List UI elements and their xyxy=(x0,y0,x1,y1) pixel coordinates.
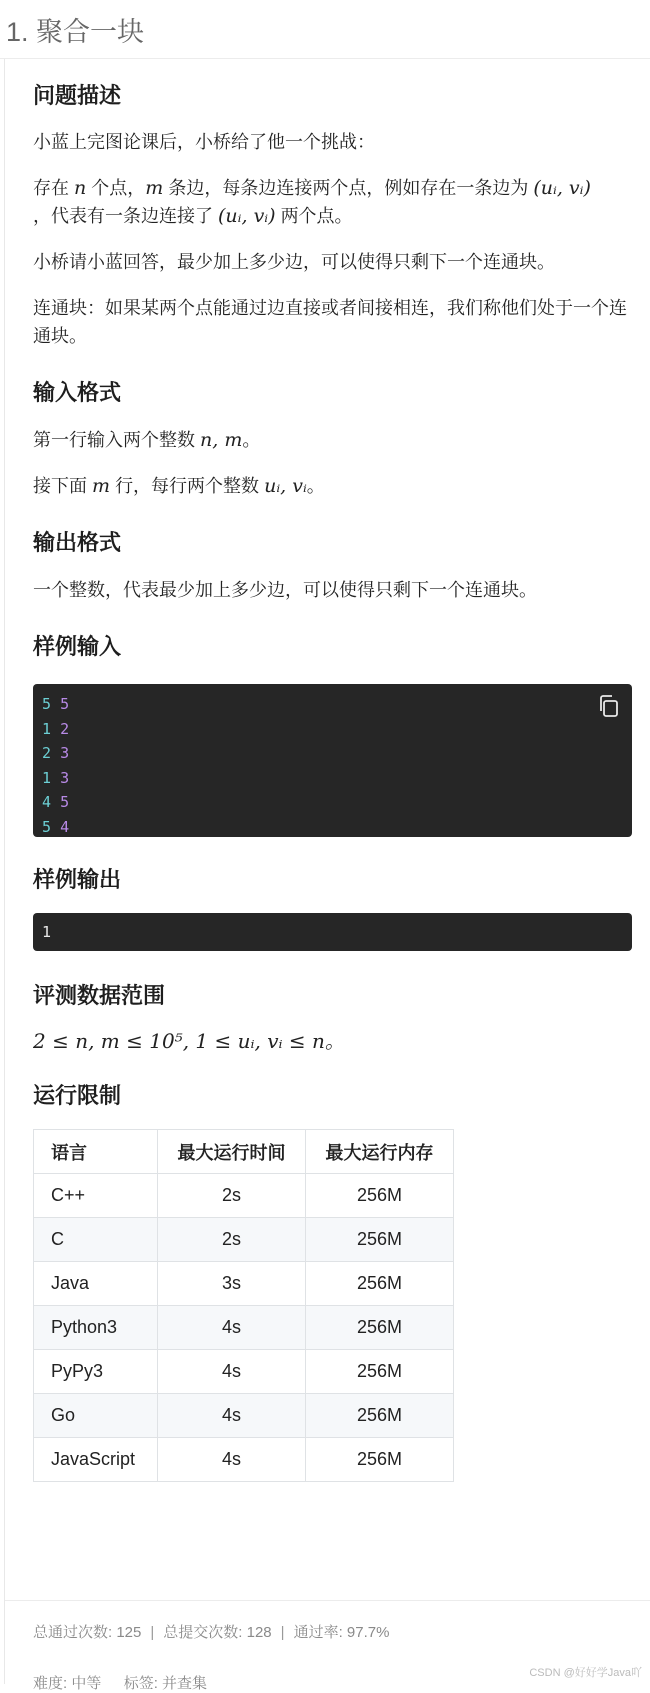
difficulty-label: 难度: 中等 xyxy=(33,1675,102,1692)
code-token: 2 xyxy=(42,744,52,762)
cell-language: C++ xyxy=(34,1174,158,1218)
output-text: 一个整数，代表最少加上多少边，可以使得只剩下一个连通块。 xyxy=(33,580,537,600)
cell-max-memory: 256M xyxy=(306,1218,454,1262)
cell-max-memory: 256M xyxy=(306,1394,454,1438)
cell-language: Java xyxy=(34,1262,158,1306)
code-token: 4 xyxy=(60,817,70,836)
range-heading: 评测数据范围 xyxy=(33,983,166,1008)
stats-separator: | xyxy=(280,1624,285,1641)
input-heading: 输入格式 xyxy=(33,380,122,405)
description-p2: 存在 n 个点，m 条边，每条边连接两个点，例如存在一条边为 (uᵢ, vᵢ) ，代表有一条边连接了 (uᵢ, vᵢ) 两个点。 xyxy=(33,177,591,227)
table-row xyxy=(34,1394,454,1438)
tags-label[interactable]: 标签: 并查集 xyxy=(123,1675,208,1692)
stats-separator: | xyxy=(150,1624,155,1641)
header-language: 语言 xyxy=(34,1130,158,1174)
sample-input-heading: 样例输入 xyxy=(33,634,122,659)
watermark: CSDN @好好学Java吖 xyxy=(529,1667,642,1679)
input-line-2: 接下面 m 行，每行两个整数 uᵢ, vᵢ。 xyxy=(33,475,325,497)
cell-max-memory: 256M xyxy=(306,1350,454,1394)
passed-count: 总通过次数: 125 xyxy=(33,1624,142,1641)
problem-content xyxy=(5,59,650,1482)
edge-notation: (uᵢ, vᵢ) xyxy=(533,177,591,199)
cell-language: Python3 xyxy=(34,1306,158,1350)
range-text: 2 ≤ n, m ≤ 10⁵, 1 ≤ uᵢ, vᵢ ≤ n。 xyxy=(33,1029,345,1053)
problem-card xyxy=(4,59,650,1692)
code-token: 1 xyxy=(42,719,52,738)
cell-max-time: 4s xyxy=(158,1306,306,1350)
var-n: n xyxy=(74,177,87,199)
var-m: m xyxy=(145,177,164,199)
cell-language: C xyxy=(34,1218,158,1262)
table-row xyxy=(34,1174,454,1218)
cell-max-memory: 256M xyxy=(306,1174,454,1218)
code-token: 1 xyxy=(42,768,52,787)
copy-icon[interactable] xyxy=(598,694,620,718)
table-row xyxy=(34,1218,454,1262)
edge-notation-2: (uᵢ, vᵢ) xyxy=(218,205,276,227)
cell-language: JavaScript xyxy=(34,1438,158,1482)
cell-max-memory: 256M xyxy=(306,1306,454,1350)
limits-table xyxy=(33,1129,454,1482)
submission-stats xyxy=(33,1621,389,1642)
output-heading: 输出格式 xyxy=(33,530,122,555)
sample-output-heading: 样例输出 xyxy=(33,867,122,892)
input-line-1: 第一行输入两个整数 n, m。 xyxy=(33,429,261,451)
table-row xyxy=(34,1262,454,1306)
code-line xyxy=(42,741,632,766)
code-line xyxy=(42,717,632,742)
description-p4: 连通块：如果某两个点能通过边直接或者间接相连，我们称他们处于一个连通块。 xyxy=(33,298,627,346)
code-token: 4 xyxy=(42,793,52,811)
header-max-memory: 最大运行内存 xyxy=(306,1130,454,1174)
sample-output-value: 1 xyxy=(42,923,52,941)
code-token: 5 xyxy=(60,793,70,811)
submitted-count: 总提交次数: 128 xyxy=(163,1624,272,1641)
code-token: 2 xyxy=(60,719,70,738)
limits-body xyxy=(34,1174,454,1482)
description-p3: 小桥请小蓝回答，最少加上多少边，可以使得只剩下一个连通块。 xyxy=(33,252,555,272)
header-max-time: 最大运行时间 xyxy=(158,1130,306,1174)
code-token: 5 xyxy=(60,695,70,713)
description-heading: 问题描述 xyxy=(33,83,122,108)
cell-max-time: 4s xyxy=(158,1438,306,1482)
code-line xyxy=(42,815,632,840)
code-token: 3 xyxy=(60,744,70,762)
cell-language: Go xyxy=(34,1394,158,1438)
footer-divider xyxy=(5,1600,650,1601)
sample-output-code[interactable] xyxy=(33,913,632,951)
code-token: 3 xyxy=(60,768,70,787)
code-line xyxy=(42,766,632,791)
cell-max-memory: 256M xyxy=(306,1262,454,1306)
table-row xyxy=(34,1306,454,1350)
code-token: 5 xyxy=(42,817,52,836)
cell-max-time: 3s xyxy=(158,1262,306,1306)
cell-language: PyPy3 xyxy=(34,1350,158,1394)
sample-input-lines xyxy=(42,692,632,839)
cell-max-time: 4s xyxy=(158,1394,306,1438)
problem-meta xyxy=(33,1672,207,1693)
table-row xyxy=(34,1350,454,1394)
pass-rate: 通过率: 97.7% xyxy=(293,1624,390,1641)
limits-header-row xyxy=(34,1130,454,1174)
limits-heading: 运行限制 xyxy=(33,1083,122,1108)
cell-max-memory: 256M xyxy=(306,1438,454,1482)
code-line xyxy=(42,790,632,815)
sample-input-code[interactable] xyxy=(33,684,632,837)
description-p1: 小蓝上完图论课后，小桥给了他一个挑战： xyxy=(33,132,375,152)
code-line xyxy=(42,692,632,717)
code-token: 5 xyxy=(42,695,52,713)
cell-max-time: 2s xyxy=(158,1218,306,1262)
cell-max-time: 2s xyxy=(158,1174,306,1218)
table-row xyxy=(34,1438,454,1482)
cell-max-time: 4s xyxy=(158,1350,306,1394)
problem-title: 1. 聚合一块 xyxy=(0,0,650,59)
